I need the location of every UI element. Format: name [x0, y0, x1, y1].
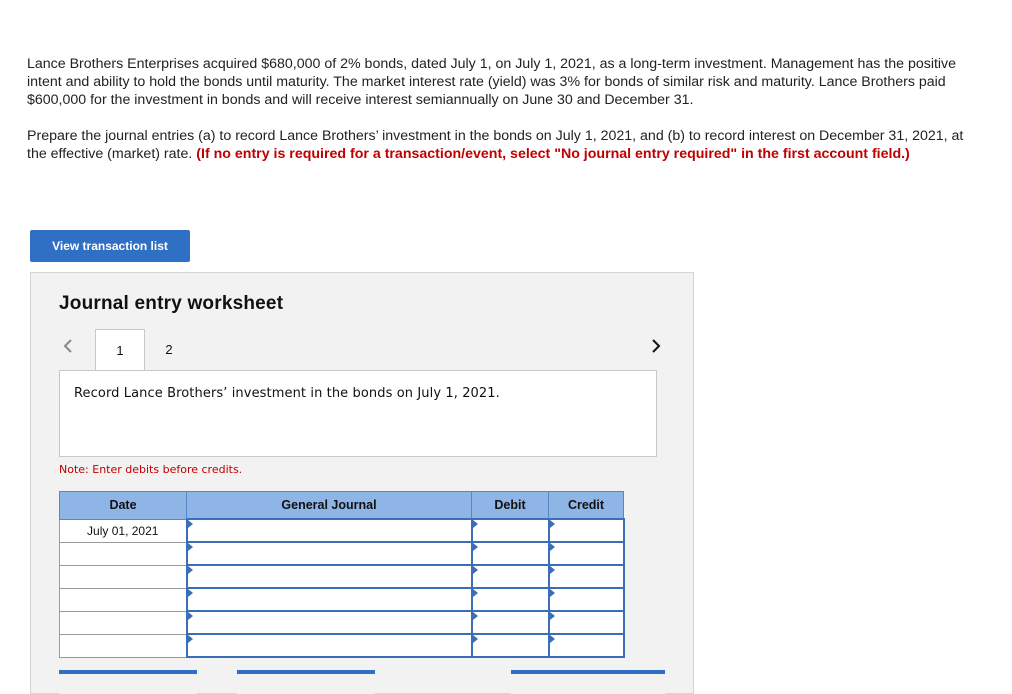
- problem-instruction: (If no entry is required for a transaction/event, select "No journal entry required" in the first account field.): [196, 146, 910, 162]
- table-row: [60, 542, 624, 565]
- table-row: [60, 565, 624, 588]
- view-general-journal-button[interactable]: [511, 670, 665, 694]
- clear-entry-button[interactable]: [237, 670, 375, 694]
- column-header-credit: Credit: [549, 492, 624, 520]
- problem-paragraph-2: [27, 127, 977, 163]
- column-header-general-journal: General Journal: [187, 492, 472, 520]
- entry-description: Record Lance Brothers’ investment in the bonds on July 1, 2021.: [74, 386, 500, 401]
- row-date: [60, 611, 187, 634]
- view-transaction-list-button[interactable]: View transaction list: [30, 230, 190, 262]
- problem-paragraph-2-text: Prepare the journal entries (a) to record Lance Brothers’ investment in the bonds on July 1, 2021, and (b) to record interest on December 31, 2021, at the effective (market) rate.: [27, 128, 964, 162]
- row-date: [60, 634, 187, 657]
- debit-input[interactable]: [472, 542, 549, 565]
- journal-entry-worksheet: [30, 272, 694, 694]
- credit-input[interactable]: [549, 565, 624, 588]
- credit-input[interactable]: [549, 611, 624, 634]
- account-input[interactable]: [187, 611, 472, 634]
- table-row: [60, 519, 624, 542]
- account-input[interactable]: [187, 519, 472, 542]
- column-header-date: Date: [60, 492, 187, 520]
- problem-paragraph-1: Lance Brothers Enterprises acquired $680,000 of 2% bonds, dated July 1, on July 1, 2021, as a long-term investment. Management has the positive intent and ability to hold the bonds until maturity. The market interest rate (yield) was 3% for bonds of similar risk and maturity. Lance Brothers paid $600,000 for the investment in bonds and will receive interest semiannually on June 30 and December 31.: [27, 56, 957, 108]
- tab-2[interactable]: 2: [165, 341, 173, 357]
- table-row: [60, 611, 624, 634]
- debit-credit-note: Note: Enter debits before credits.: [59, 463, 243, 476]
- column-header-debit: Debit: [472, 492, 549, 520]
- debit-input[interactable]: [472, 565, 549, 588]
- chevron-right-icon[interactable]: [647, 335, 665, 357]
- entry-description-box: [59, 370, 657, 457]
- tab-1[interactable]: 1: [95, 329, 145, 371]
- worksheet-title: Journal entry worksheet: [59, 293, 284, 314]
- problem-statement: [27, 55, 977, 163]
- credit-input[interactable]: [549, 519, 624, 542]
- account-input[interactable]: [187, 634, 472, 657]
- row-date: [60, 542, 187, 565]
- journal-table: [59, 491, 625, 658]
- row-date: July 01, 2021: [60, 519, 187, 542]
- row-date: [60, 565, 187, 588]
- debit-input[interactable]: [472, 588, 549, 611]
- chevron-left-icon[interactable]: [59, 335, 77, 357]
- debit-input[interactable]: [472, 519, 549, 542]
- debit-input[interactable]: [472, 634, 549, 657]
- credit-input[interactable]: [549, 588, 624, 611]
- debit-input[interactable]: [472, 611, 549, 634]
- credit-input[interactable]: [549, 542, 624, 565]
- account-input[interactable]: [187, 542, 472, 565]
- row-date: [60, 588, 187, 611]
- table-row: [60, 634, 624, 657]
- table-row: [60, 588, 624, 611]
- record-entry-button[interactable]: [59, 670, 197, 694]
- credit-input[interactable]: [549, 634, 624, 657]
- account-input[interactable]: [187, 565, 472, 588]
- account-input[interactable]: [187, 588, 472, 611]
